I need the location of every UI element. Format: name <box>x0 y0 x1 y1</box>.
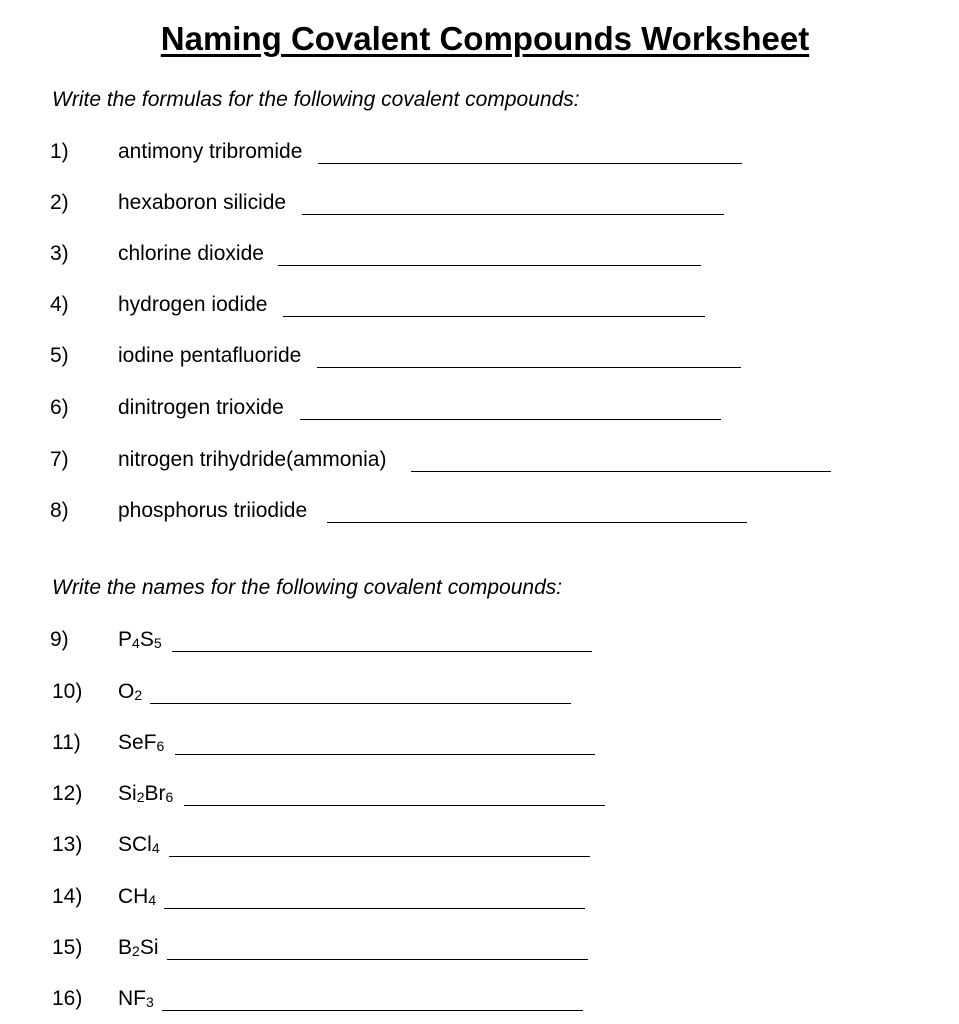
element-symbol: O <box>118 680 135 703</box>
question-row <box>0 293 959 323</box>
chemical-formula <box>118 628 162 652</box>
subscript: 6 <box>156 738 165 754</box>
element-symbol: Si <box>139 936 159 959</box>
answer-line[interactable] <box>172 651 592 652</box>
compound-name: hydrogen iodide <box>118 293 268 316</box>
question-row <box>0 344 959 374</box>
answer-line[interactable] <box>283 316 705 317</box>
chemical-formula <box>118 885 156 909</box>
subscript: 2 <box>132 943 140 959</box>
question-row <box>0 191 959 221</box>
answer-line[interactable] <box>411 471 831 472</box>
question-row <box>0 987 959 1017</box>
element-symbol: NF <box>118 987 146 1010</box>
question-row <box>0 140 959 170</box>
subscript: 4 <box>132 635 140 651</box>
answer-line[interactable] <box>327 522 747 523</box>
element-symbol: B <box>118 936 133 959</box>
question-row <box>0 396 959 426</box>
chemical-formula <box>118 731 164 755</box>
subscript: 4 <box>151 840 160 856</box>
question-number: 9) <box>50 628 69 651</box>
question-number: 8) <box>50 499 69 522</box>
element-symbol: S <box>139 628 154 651</box>
question-row <box>0 731 959 761</box>
answer-line[interactable] <box>278 265 701 266</box>
question-number: 16) <box>52 987 83 1010</box>
question-number: 2) <box>50 191 69 214</box>
question-row <box>0 680 959 710</box>
compound-name: nitrogen trihydride(ammonia) <box>118 448 387 471</box>
question-number: 5) <box>50 344 69 367</box>
compound-name: iodine pentafluoride <box>118 344 302 367</box>
answer-line[interactable] <box>300 419 721 420</box>
answer-line[interactable] <box>169 856 590 857</box>
subscript: 4 <box>148 892 157 908</box>
chemical-formula <box>118 680 142 704</box>
compound-name: phosphorus triiodide <box>118 499 308 522</box>
question-row <box>0 448 959 478</box>
subscript: 6 <box>165 789 174 805</box>
question-number: 13) <box>52 833 83 856</box>
question-number: 14) <box>52 885 83 908</box>
compound-name: dinitrogen trioxide <box>118 396 284 419</box>
question-row <box>0 628 959 658</box>
answer-line[interactable] <box>302 214 724 215</box>
question-number: 4) <box>50 293 69 316</box>
element-symbol: CH <box>118 885 149 908</box>
element-symbol: Br <box>144 782 166 805</box>
answer-line[interactable] <box>317 367 741 368</box>
subscript: 2 <box>134 687 143 703</box>
formulas-instruction: Write the formulas for the following covalent compounds: <box>52 88 580 111</box>
question-number: 7) <box>50 448 69 471</box>
names-instruction: Write the names for the following covalent compounds: <box>52 576 563 599</box>
chemical-formula <box>118 782 173 806</box>
question-row <box>0 782 959 812</box>
question-number: 11) <box>52 731 81 754</box>
question-number: 1) <box>50 140 69 163</box>
page-title: Naming Covalent Compounds Worksheet <box>160 20 810 57</box>
question-row <box>0 833 959 863</box>
element-symbol: SeF <box>118 731 157 754</box>
answer-line[interactable] <box>162 1010 583 1011</box>
question-number: 12) <box>52 782 83 805</box>
question-row <box>0 242 959 272</box>
subscript: 5 <box>153 635 162 651</box>
compound-name: chlorine dioxide <box>118 242 264 265</box>
answer-line[interactable] <box>164 908 585 909</box>
question-row <box>0 936 959 966</box>
compound-name: antimony tribromide <box>118 140 303 163</box>
subscript: 2 <box>136 789 145 805</box>
answer-line[interactable] <box>167 959 588 960</box>
question-number: 10) <box>52 680 83 703</box>
answer-line[interactable] <box>175 754 595 755</box>
chemical-formula <box>118 833 160 857</box>
chemical-formula <box>118 987 154 1011</box>
question-row <box>0 885 959 915</box>
element-symbol: SCl <box>118 833 152 856</box>
answer-line[interactable] <box>318 163 742 164</box>
question-row <box>0 499 959 529</box>
question-number: 6) <box>50 396 69 419</box>
subscript: 3 <box>146 994 154 1010</box>
answer-line[interactable] <box>150 703 571 704</box>
question-number: 3) <box>50 242 69 265</box>
question-number: 15) <box>52 936 83 959</box>
answer-line[interactable] <box>184 805 605 806</box>
compound-name: hexaboron silicide <box>118 191 287 214</box>
element-symbol: Si <box>118 782 137 805</box>
chemical-formula <box>118 936 159 960</box>
element-symbol: P <box>118 628 133 651</box>
